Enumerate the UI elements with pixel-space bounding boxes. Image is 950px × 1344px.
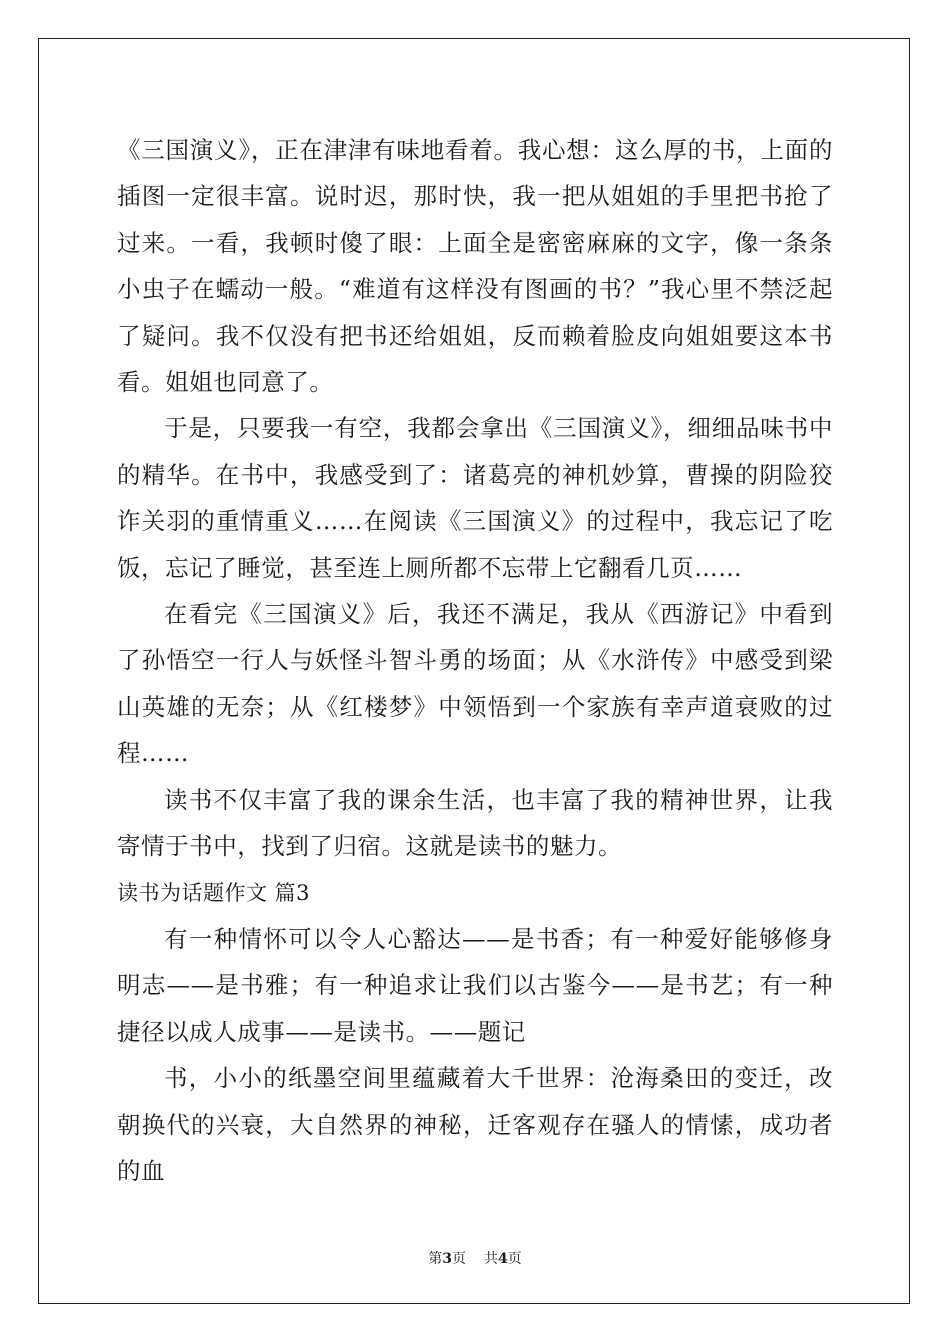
paragraph: 读书不仅丰富了我的课余生活，也丰富了我的精神世界，让我寄情于书中，找到了归宿。这就是读书的魅力。	[117, 785, 833, 861]
paragraph: 有一种情怀可以令人心豁达——是书香；有一种爱好能够修身明志——是书雅；有一种追求让我们以古鉴今——是书艺；有一种捷径以成人成事——是读书。——题记	[117, 924, 833, 1046]
paragraph: 在看完《三国演义》后，我还不满足，我从《西游记》中看到了孙悟空一行人与妖怪斗智斗勇的场面；从《水浒传》中感受到梁山英雄的无奈；从《红楼梦》中领悟到一个家族有幸声道衰败的过程……	[117, 600, 833, 768]
paragraph: 书，小小的纸墨空间里蕴藏着大千世界：沧海桑田的变迁，改朝换代的兴衰，大自然界的神秘，迁客观存在骚人的情愫，成功者的血	[117, 1064, 833, 1185]
page-footer	[0, 1248, 950, 1268]
total-page-number: 4	[498, 1251, 508, 1267]
paragraph: 于是，只要我一有空，我都会拿出《三国演义》，细细品味书中的精华。在书中，我感受到了：诸葛亮的神机妙算，曹操的阴险狡诈关羽的重情重义……在阅读《三国演义》的过程中，我忘记了吃饭，忘记了睡觉，甚至连上厕所都不忘带上它翻看几页……	[117, 414, 833, 582]
section-heading: 读书为话题作文 篇3	[117, 880, 311, 905]
document-body	[117, 127, 833, 1194]
current-page-number: 3	[442, 1251, 452, 1267]
total-suffix: 页	[507, 1251, 522, 1267]
page-suffix: 页	[452, 1251, 466, 1267]
total-prefix: 共	[484, 1251, 498, 1267]
page-prefix: 第	[428, 1251, 443, 1267]
paragraph-continuation: 《三国演义》，正在津津有味地看着。我心想：这么厚的书，上面的插图一定很丰富。说时迟，那时快，我一把从姐姐的手里把书抢了过来。一看，我顿时傻了眼：上面全是密密麻麻的文字，像一条条小虫子在蠕动一般。“难道有这样没有图画的书？”我心里不禁泛起了疑问。我不仅没有把书还给姐姐，反而赖着脸皮向姐姐要这本书看。姐姐也同意了。	[117, 136, 833, 397]
